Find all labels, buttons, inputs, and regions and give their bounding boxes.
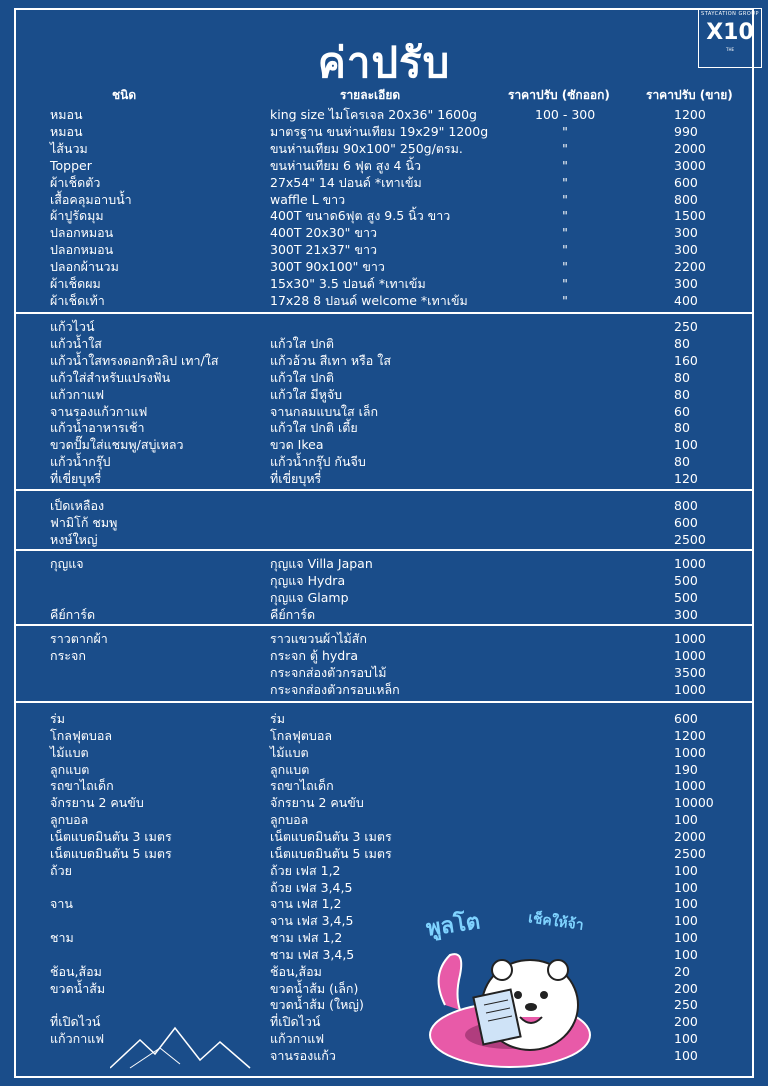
table-row xyxy=(0,403,768,420)
table-row xyxy=(0,572,768,589)
header-price-wash: ราคาปรับ (ซักออก) xyxy=(508,88,610,102)
mascot-caption: เช็คให้จ้า xyxy=(527,910,585,934)
table-row xyxy=(0,744,768,761)
item-detail: รถขาไถเด็ก xyxy=(270,778,334,794)
item-detail: กุญแจ Glamp xyxy=(270,590,349,605)
price-wash: " xyxy=(562,123,568,139)
table-row xyxy=(0,606,768,623)
item-type: หมอน xyxy=(50,107,83,122)
table-row xyxy=(0,174,768,191)
item-detail: ลูกแบต xyxy=(270,761,310,777)
item-type: ลูกบอล xyxy=(50,812,89,828)
item-detail: จานรองแก้ว xyxy=(270,1048,336,1063)
item-detail: แก้วใส มีหูจับ xyxy=(270,386,343,402)
table-row xyxy=(0,318,768,335)
price-sell: 600 xyxy=(674,515,698,530)
table-row xyxy=(0,275,768,292)
item-detail: กุญแจ Hydra xyxy=(270,573,346,588)
price-wash: " xyxy=(562,225,568,241)
item-type: ราวตากผ้า xyxy=(50,631,108,646)
item-detail: ลูกบอล xyxy=(270,812,309,828)
price-sell: 200 xyxy=(674,1014,698,1030)
item-type: เป็ดเหลือง xyxy=(50,498,105,513)
price-sell: 100 xyxy=(674,930,698,946)
table-row xyxy=(0,811,768,828)
item-type: เน็ตแบดมินตัน 5 เมตร xyxy=(50,845,172,861)
table-row xyxy=(0,514,768,531)
item-detail: แก้วกาแฟ xyxy=(270,1031,325,1047)
item-type: ปลอกหมอน xyxy=(50,242,114,258)
item-type: ไม้แบต xyxy=(50,744,89,760)
item-detail: ร่ม xyxy=(270,711,285,726)
item-type: โกลฟุตบอล xyxy=(50,727,113,743)
item-detail: กระจก ตู้ hydra xyxy=(270,648,359,663)
item-detail: จาน เฟส 1,2 xyxy=(270,896,342,912)
item-type: แก้วน้ำใส xyxy=(50,335,102,351)
item-type: ที่เขี่ยบุหรี่ xyxy=(50,471,102,487)
price-sell: 100 xyxy=(674,1031,698,1047)
item-detail: ถ้วย เฟส 3,4,5 xyxy=(270,879,353,895)
item-type: จักรยาน 2 คนขับ xyxy=(50,795,144,811)
price-sell: 990 xyxy=(674,123,698,139)
price-wash: " xyxy=(562,157,568,173)
table-row xyxy=(0,419,768,436)
price-sell: 1000 xyxy=(674,631,706,646)
table-row xyxy=(0,845,768,862)
item-detail: จาน เฟส 3,4,5 xyxy=(270,913,354,929)
price-sell: 250 xyxy=(674,997,698,1013)
price-sell: 80 xyxy=(674,335,690,351)
price-sell: 800 xyxy=(674,498,698,513)
price-wash: " xyxy=(562,292,568,308)
price-sell: 3500 xyxy=(674,665,706,680)
header-type: ชนิด xyxy=(112,88,137,102)
item-detail: จานกลมแบนใส เล็ก xyxy=(270,403,379,419)
price-sell: 100 xyxy=(674,862,698,878)
mountains-illustration xyxy=(110,1020,260,1070)
table-row xyxy=(0,207,768,224)
item-type: หงษ์ใหญ่ xyxy=(50,532,98,547)
mascot-illustration xyxy=(420,895,600,1070)
table-row xyxy=(0,895,768,912)
price-sell: 1000 xyxy=(674,556,706,571)
item-type: ร่ม xyxy=(50,711,65,726)
table-row xyxy=(0,912,768,929)
price-sell: 2000 xyxy=(674,140,706,156)
price-sell: 1000 xyxy=(674,778,706,794)
item-detail: แก้วใส ปกติ เตี้ย xyxy=(270,420,358,436)
item-type: แก้วน้ำกรุ๊ป xyxy=(50,454,111,470)
table-row xyxy=(0,352,768,369)
price-sell: 300 xyxy=(674,225,698,241)
table-row xyxy=(0,191,768,208)
item-detail: ที่เขี่ยบุหรี่ xyxy=(270,471,322,487)
item-detail: ไม้แบต xyxy=(270,744,309,760)
table-row xyxy=(0,470,768,487)
item-detail: ขวด Ikea xyxy=(270,437,324,453)
item-detail: แก้วใส ปกติ xyxy=(270,335,334,351)
price-wash: " xyxy=(562,174,568,190)
price-sell: 1200 xyxy=(674,727,706,743)
item-detail: 400T ขนาด6ฟุต สูง 9.5 นิ้ว ขาว xyxy=(270,208,451,224)
item-type: กุญแจ xyxy=(50,556,84,571)
item-type: แก้วกาแฟ xyxy=(50,386,105,402)
item-type: กระจก xyxy=(50,648,86,663)
price-sell: 100 xyxy=(674,879,698,895)
item-type: เน็ตแบดมินตัน 3 เมตร xyxy=(50,828,172,844)
table-row xyxy=(0,996,768,1013)
table-row xyxy=(0,761,768,778)
price-sell: 20 xyxy=(674,963,690,979)
item-type: ฟามิโก้ ชมพู xyxy=(50,515,118,530)
item-type: ผ้าเช็ดเท้า xyxy=(50,292,105,308)
item-detail: king size ไมโครเจล 20x36" 1600g xyxy=(270,107,477,122)
item-detail: มาตรฐาน ขนห่านเทียม 19x29" 1200g xyxy=(270,123,489,139)
item-type: แก้วกาแฟ xyxy=(50,1031,105,1047)
table-row xyxy=(0,335,768,352)
logo-mark: X10 xyxy=(706,20,754,45)
table-row xyxy=(0,828,768,845)
mascot-name: พูลโต xyxy=(424,909,482,942)
item-type: ช้อน,ส้อม xyxy=(50,963,102,979)
table-row xyxy=(0,453,768,470)
price-sell: 300 xyxy=(674,607,698,622)
table-row xyxy=(0,777,768,794)
price-sell: 80 xyxy=(674,420,690,436)
price-sell: 100 xyxy=(674,1048,698,1063)
price-sell: 600 xyxy=(674,174,698,190)
price-sell: 2200 xyxy=(674,259,706,275)
item-type: ถ้วย xyxy=(50,862,72,878)
table-row xyxy=(0,929,768,946)
table-row xyxy=(0,258,768,275)
price-sell: 1000 xyxy=(674,648,706,663)
price-sell: 100 xyxy=(674,896,698,912)
price-sell: 100 xyxy=(674,812,698,828)
table-row xyxy=(0,436,768,453)
item-type: รถขาไถเด็ก xyxy=(50,778,114,794)
item-detail: ราวแขวนผ้าไม้สัก xyxy=(270,631,367,646)
table-row xyxy=(0,157,768,174)
price-sell: 60 xyxy=(674,403,690,419)
item-detail: ขนห่านเทียม 6 ฟุต สูง 4 นิ้ว xyxy=(270,157,422,173)
item-type: ชาม xyxy=(50,930,74,946)
price-wash: " xyxy=(562,276,568,291)
price-sell: 160 xyxy=(674,352,698,368)
item-detail: ถ้วย เฟส 1,2 xyxy=(270,862,341,878)
price-sell: 2500 xyxy=(674,532,706,547)
table-row xyxy=(0,946,768,963)
price-wash: " xyxy=(562,208,568,224)
item-detail: เน็ตแบดมินตัน 3 เมตร xyxy=(270,828,392,844)
table-row xyxy=(0,386,768,403)
price-wash: " xyxy=(562,242,568,258)
table-row xyxy=(0,531,768,548)
item-detail: 17x28 8 ปอนด์ welcome *เทาเข้ม xyxy=(270,292,468,308)
price-sell: 1200 xyxy=(674,107,706,122)
price-sell: 800 xyxy=(674,191,698,207)
price-wash: " xyxy=(562,191,568,207)
header-price-sell: ราคาปรับ (ขาย) xyxy=(646,88,733,102)
item-detail: waffle L ขาว xyxy=(270,191,346,207)
price-sell: 500 xyxy=(674,590,698,605)
item-detail: 400T 20x30" ขาว xyxy=(270,225,377,241)
item-detail: ชาม เฟส 3,4,5 xyxy=(270,946,355,962)
section-divider xyxy=(14,624,754,626)
item-detail: 300T 21x37" ขาว xyxy=(270,242,377,258)
price-sell: 80 xyxy=(674,454,690,470)
price-sell: 120 xyxy=(674,471,698,487)
item-type: หมอน xyxy=(50,123,83,139)
table-row xyxy=(0,369,768,386)
item-detail: กุญแจ Villa Japan xyxy=(270,556,373,571)
price-sell: 1000 xyxy=(674,744,706,760)
table-row xyxy=(0,497,768,514)
item-type: ขวดปั๊มใส่แชมพู/สบู่เหลว xyxy=(50,437,184,453)
item-detail: โกลฟุตบอล xyxy=(270,727,333,743)
price-sell: 300 xyxy=(674,276,698,291)
header-detail: รายละเอียด xyxy=(340,88,401,102)
price-sell: 300 xyxy=(674,242,698,258)
item-detail: เน็ตแบดมินตัน 5 เมตร xyxy=(270,845,392,861)
item-detail: กระจกส่องตัวกรอบไม้ xyxy=(270,665,387,680)
item-type: ขวดน้ำส้ม xyxy=(50,980,106,996)
item-detail: จักรยาน 2 คนขับ xyxy=(270,795,364,811)
item-detail: ขวดน้ำส้ม (ใหญ่) xyxy=(270,997,364,1013)
item-detail: คีย์การ์ด xyxy=(270,607,316,622)
price-sell: 190 xyxy=(674,761,698,777)
table-row xyxy=(0,555,768,572)
table-row xyxy=(0,727,768,744)
item-type: จาน xyxy=(50,896,73,912)
item-type: ไส้นวม xyxy=(50,140,88,156)
table-row xyxy=(0,862,768,879)
table-row xyxy=(0,106,768,123)
item-type: Topper xyxy=(50,157,92,173)
price-sell: 80 xyxy=(674,369,690,385)
logo-top-text: STAYCATION GROUP xyxy=(701,11,759,17)
item-detail: 27x54" 14 ปอนด์ *เทาเข้ม xyxy=(270,174,422,190)
table-row xyxy=(0,664,768,681)
price-sell: 2500 xyxy=(674,845,706,861)
item-type: ผ้าปูรัดมุม xyxy=(50,208,104,224)
price-sell: 200 xyxy=(674,980,698,996)
item-detail: กระจกส่องตัวกรอบเหล็ก xyxy=(270,682,400,697)
price-wash: " xyxy=(562,259,568,275)
section-divider xyxy=(14,312,754,314)
section-divider xyxy=(14,549,754,551)
table-row xyxy=(0,794,768,811)
item-type: จานรองแก้วกาแฟ xyxy=(50,403,148,419)
section-divider xyxy=(14,489,754,491)
price-sell: 100 xyxy=(674,946,698,962)
price-sell: 100 xyxy=(674,437,698,453)
item-type: ที่เปิดไวน์ xyxy=(50,1014,101,1030)
price-sell: 10000 xyxy=(674,795,714,811)
table-row xyxy=(0,241,768,258)
price-sell: 1000 xyxy=(674,682,706,697)
price-sell: 600 xyxy=(674,711,698,726)
item-type: ผ้าเช็ดตัว xyxy=(50,174,101,190)
price-sell: 80 xyxy=(674,386,690,402)
item-type: แก้วน้ำอาหารเช้า xyxy=(50,420,145,436)
price-sell: 250 xyxy=(674,319,698,334)
table-row xyxy=(0,292,768,309)
item-detail: ช้อน,ส้อม xyxy=(270,963,322,979)
item-detail: แก้วอ้วน สีเทา หรือ ใส xyxy=(270,352,391,368)
section-divider xyxy=(14,701,754,703)
price-sell: 400 xyxy=(674,292,698,308)
table-row xyxy=(0,224,768,241)
table-row xyxy=(0,647,768,664)
table-row xyxy=(0,980,768,997)
item-type: ปลอกผ้านวม xyxy=(50,259,119,275)
table-row xyxy=(0,140,768,157)
item-detail: ขวดน้ำส้ม (เล็ก) xyxy=(270,980,359,996)
item-type: ผ้าเช็ดผม xyxy=(50,276,101,291)
item-type: แก้วไวน์ xyxy=(50,319,95,334)
item-detail: ที่เปิดไวน์ xyxy=(270,1014,321,1030)
logo-bottom-text: THE xyxy=(726,47,734,52)
table-row xyxy=(0,123,768,140)
price-wash: " xyxy=(562,140,568,156)
price-sell: 100 xyxy=(674,913,698,929)
table-row xyxy=(0,681,768,698)
page-title: ค่าปรับ xyxy=(317,38,451,87)
item-detail: แก้วน้ำกรุ๊ป กันจีบ xyxy=(270,454,366,470)
item-type: คีย์การ์ด xyxy=(50,607,96,622)
item-detail: ชาม เฟส 1,2 xyxy=(270,930,343,946)
table-row xyxy=(0,963,768,980)
item-detail: ขนห่านเทียม 90x100" 250g/ตรม. xyxy=(270,140,463,156)
table-row xyxy=(0,630,768,647)
item-type: เสื้อคลุมอาบน้ำ xyxy=(50,191,132,207)
item-type: ปลอกหมอน xyxy=(50,225,114,241)
price-sell: 2000 xyxy=(674,828,706,844)
item-type: ลูกแบต xyxy=(50,761,90,777)
price-sell: 500 xyxy=(674,573,698,588)
item-type: แก้วน้ำใสทรงดอกทิวลิป เทา/ใส xyxy=(50,352,219,368)
table-row xyxy=(0,710,768,727)
item-detail: แก้วใส ปกติ xyxy=(270,369,334,385)
item-type: แก้วใส่สำหรับแปรงฟัน xyxy=(50,369,171,385)
price-sell: 3000 xyxy=(674,157,706,173)
item-detail: 15x30" 3.5 ปอนด์ *เทาเข้ม xyxy=(270,276,426,291)
price-sell: 1500 xyxy=(674,208,706,224)
table-row xyxy=(0,589,768,606)
table-row xyxy=(0,879,768,896)
item-detail: 300T 90x100" ขาว xyxy=(270,259,385,275)
price-wash: 100 - 300 xyxy=(535,107,596,122)
